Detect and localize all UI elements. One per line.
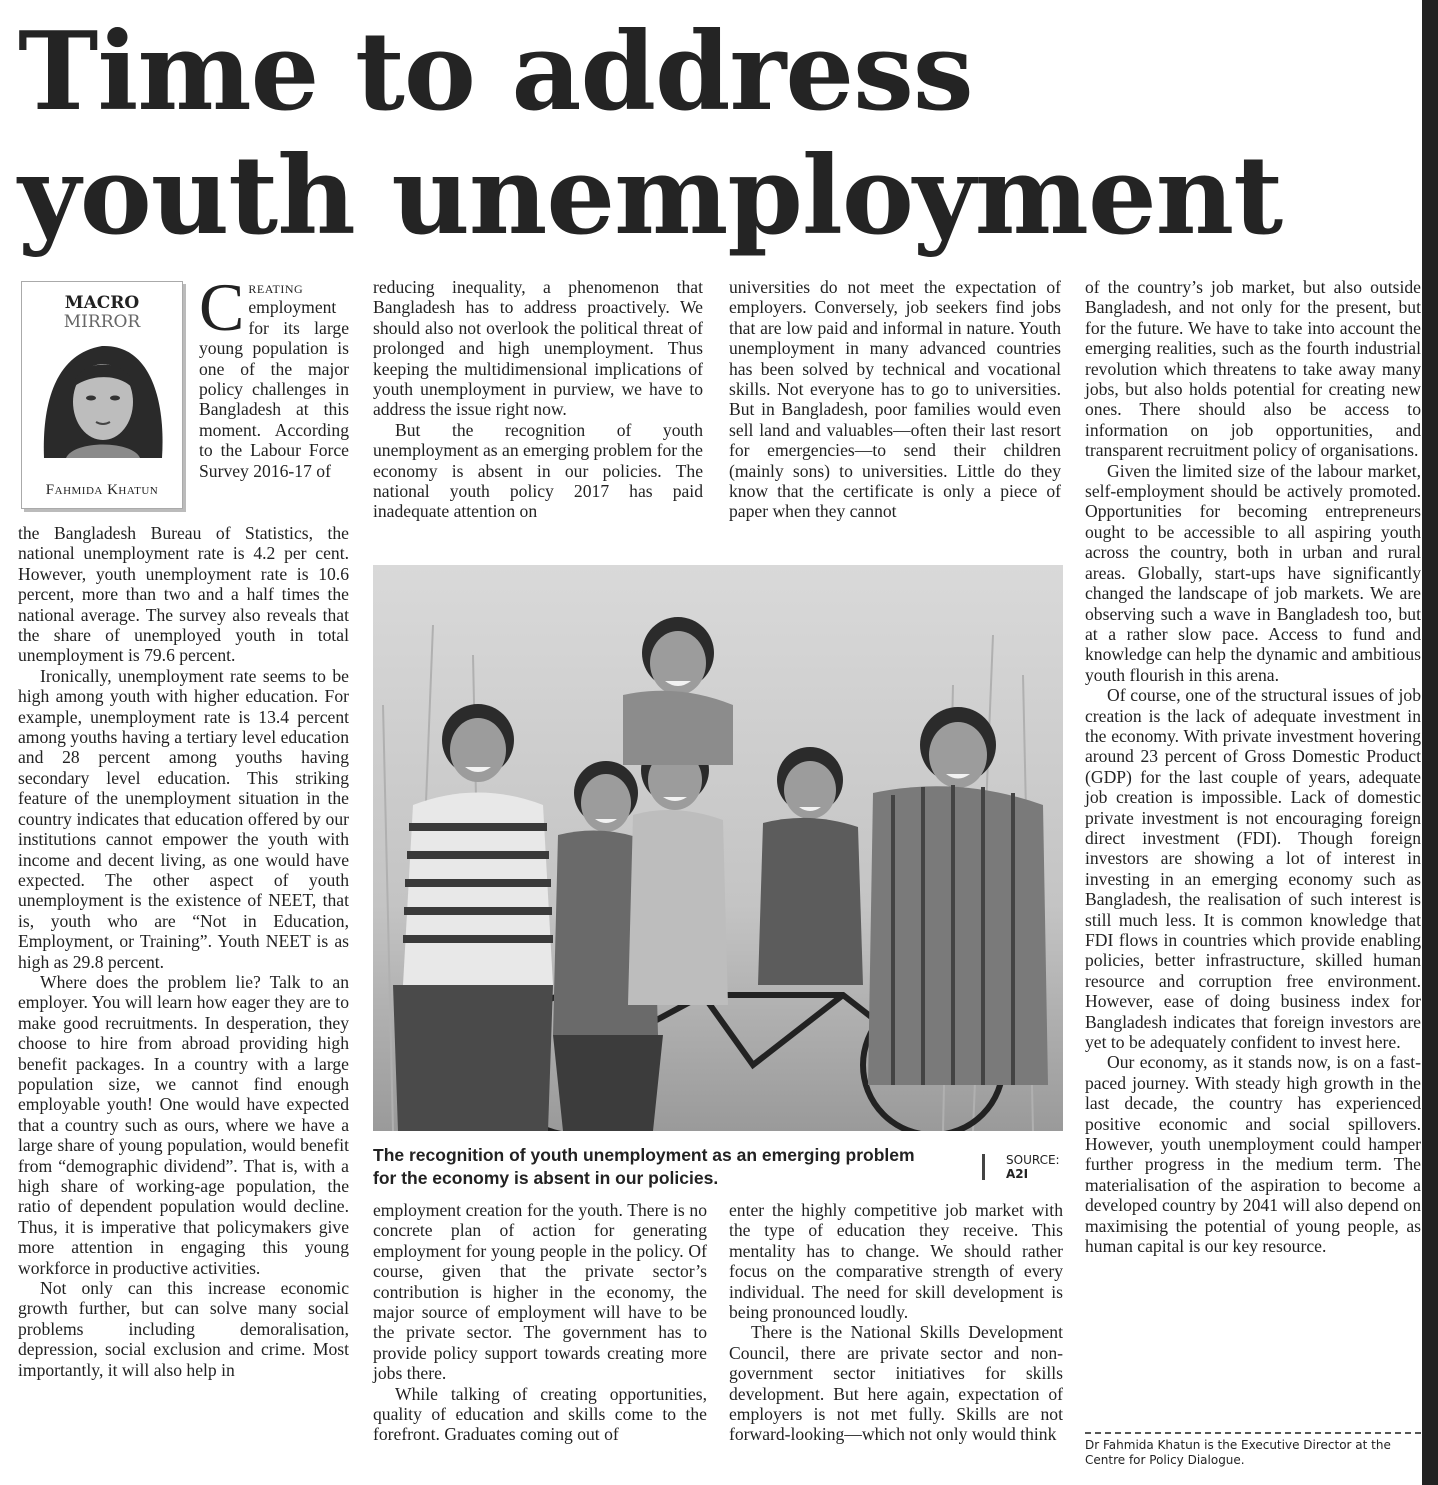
drop-cap: C: [199, 269, 245, 345]
author-byline: Fahmida Khatun: [45, 482, 159, 498]
column-1-lower: [18, 523, 349, 1380]
column-4: [1085, 277, 1421, 1257]
column-3-lower: [729, 1200, 1063, 1445]
paragraph: Where does the problem lie? Talk to an employer. You will learn how eager they are to make good recruitments. In desperation, they choose to hire from abroad providing high benefit packages. In a country with a large population size, we cannot find enough employable youth! One would have expected that a country such as ours, where we have a large share of young population, would benefit from “demographic dividend”. That is, with a high share of working-age population, the ratio of dependent population would decline. Thus, it is imperative that policymakers give more attention in engaging this young workforce in productive activities.: [18, 971, 349, 1278]
lead-text: employment for its large young population is one of the major policy challenges in Bangladesh at this moment. According to the Labour Force Survey 2016-17 of: [199, 297, 349, 481]
column-title-line2: MIRROR: [63, 312, 141, 332]
paragraph: reducing inequality, a phenomenon that Bangladesh has to address proactively. We should also not overlook the political threat of prolonged and high unemployment. Thus keeping the multidimensional implications of youth unemployment in purview, we have to address the issue right now.: [373, 277, 703, 420]
paragraph: There is the National Skills Development Council, there are private sector and non-government sector initiatives for skills development. But here again, expectation of employers is not met fully. Skills are not forward-looking—which not only would think: [729, 1322, 1063, 1445]
source-name: A2I: [1006, 1167, 1029, 1181]
source-label: SOURCE:: [1006, 1153, 1060, 1167]
paragraph: Ironically, unemployment rate seems to be high among youth with higher education. For example, unemployment rate is 13.4 percent among youths having a tertiary level education and 28 percent among youths having secondary level education. This striking feature of the unemployment situation in the country indicates that education offered by our institutions cannot empower the youth with income and decent living, as one would have expected. The other aspect of youth unemployment is the existence of NEET, that is, youth who are “Not in Education, Employment, or Training”. Youth NEET is as high as 29.8 percent.: [18, 665, 349, 972]
paragraph: Not only can this increase economic growth further, but can solve many social problems including demoralisation, depression, social exclusion and crime. Most importantly, it will also help in: [18, 1278, 349, 1380]
article-photo: [373, 565, 1063, 1131]
paragraph: of the country’s job market, but also outside Bangladesh, and not only for the present, but for the future. We have to take into account the emerging realities, such as the fourth industrial revolution which threatens to take away many jobs, but also holds potential for creating new ones. There should also be access to information on job opportunities, and transparent recruitment policy of organisations.: [1085, 277, 1421, 461]
paragraph: universities do not meet the expectation of employers. Conversely, job seekers find jobs that are low paid and informal in nature. Youth unemployment in many advanced countries has been solved by technical and vocational skills. Not everyone has to go to universities. But in Bangladesh, poor families would even sell land and valuables—often their last resort for emergencies—to send their children (mainly sons) to universities. Little do they know that the certificate is only a piece of paper when they cannot: [729, 277, 1061, 522]
paragraph: But the recognition of youth unemployment as an emerging problem for the economy is absent in our policies. The national youth policy 2017 has paid inadequate attention on: [373, 419, 703, 522]
page-edge: [1422, 0, 1438, 1485]
paragraph: the Bangladesh Bureau of Statistics, the national unemployment rate is 4.2 per cent. However, youth unemployment rate is 10.6 percent, more than two and a half times the national average. The survey also reveals that the share of unemployed youth in total unemployment is 79.6 percent.: [18, 523, 349, 666]
column-2-lower: [373, 1200, 707, 1445]
photo-source: [1006, 1153, 1076, 1181]
paragraph: employment creation for the youth. There is no concrete plan of action for generating employment for young people in the policy. Of course, given that the private sector’s contribution is higher in the economy, the major source of employment will have to be the private sector. The government has to provide policy support towards creating more jobs there.: [373, 1200, 707, 1384]
author-portrait: [36, 336, 170, 458]
column-3-upper: [729, 277, 1061, 522]
lead-small-caps: reating: [248, 277, 304, 297]
bio-divider: [1085, 1432, 1421, 1434]
source-divider: [982, 1154, 985, 1180]
paragraph: enter the highly competitive job market with the type of education they receive. This mentality has to change. We should rather focus on the comparative strength of every individual. The need for skill development is being pronounced loudly.: [729, 1200, 1063, 1323]
column-box: [21, 281, 183, 509]
paragraph: Given the limited size of the labour market, self-employment should be actively promoted. Opportunities for becoming entrepreneurs ought to be accessible to all aspiring youth across the country, both in urban and rural areas. Globally, start-ups have significantly changed the landscape of job markets. We are observing such a wave in Bangladesh too, but at a rather slow pace. Access to fund and knowledge can help the dynamic and ambitious youth flourish in this arena.: [1085, 460, 1421, 685]
headline: Time to address youth unemployment: [18, 9, 1283, 259]
paragraph: Our economy, as it stands now, is on a fast-paced journey. With steady high growth in the last decade, the country has experienced positive economic and social spillovers. However, youth unemployment could hamper further progress in the medium term. The materialisation of the aspiration to become a developed country by 2041 will also depend on maximising the potential of young people, as human capital is our key resource.: [1085, 1052, 1421, 1257]
column-1-upper: [199, 269, 349, 481]
photo-caption: The recognition of youth unemployment as an emerging problem for the economy is absent in our policies.: [373, 1145, 915, 1188]
column-2-upper: [373, 277, 703, 522]
column-title: [22, 294, 182, 332]
column-title-line1: MACRO: [64, 293, 140, 313]
paragraph: While talking of creating opportunities, quality of education and skills come to the forefront. Graduates coming out of: [373, 1383, 707, 1445]
author-bio: Dr Fahmida Khatun is the Executive Director at the Centre for Policy Dialogue.: [1085, 1438, 1391, 1467]
paragraph: Of course, one of the structural issues of job creation is the lack of adequate investment in the economy. With private investment hovering around 23 percent of Gross Domestic Product (GDP) for the last couple of years, adequate job creation is impossible. Lack of domestic private investment is not encouraging foreign direct investment (FDI). Though foreign investors are showing a lot of interest in investing in an emerging economy such as Bangladesh, the realisation of such interest is still much less. It is common knowledge that FDI flows in countries which provide enabling policies, better infrastructure, skilled human resource and corruption free environment. However, ease of doing business index for Bangladesh indicates that foreign investors are yet to be adequately confident to invest here.: [1085, 685, 1421, 1053]
